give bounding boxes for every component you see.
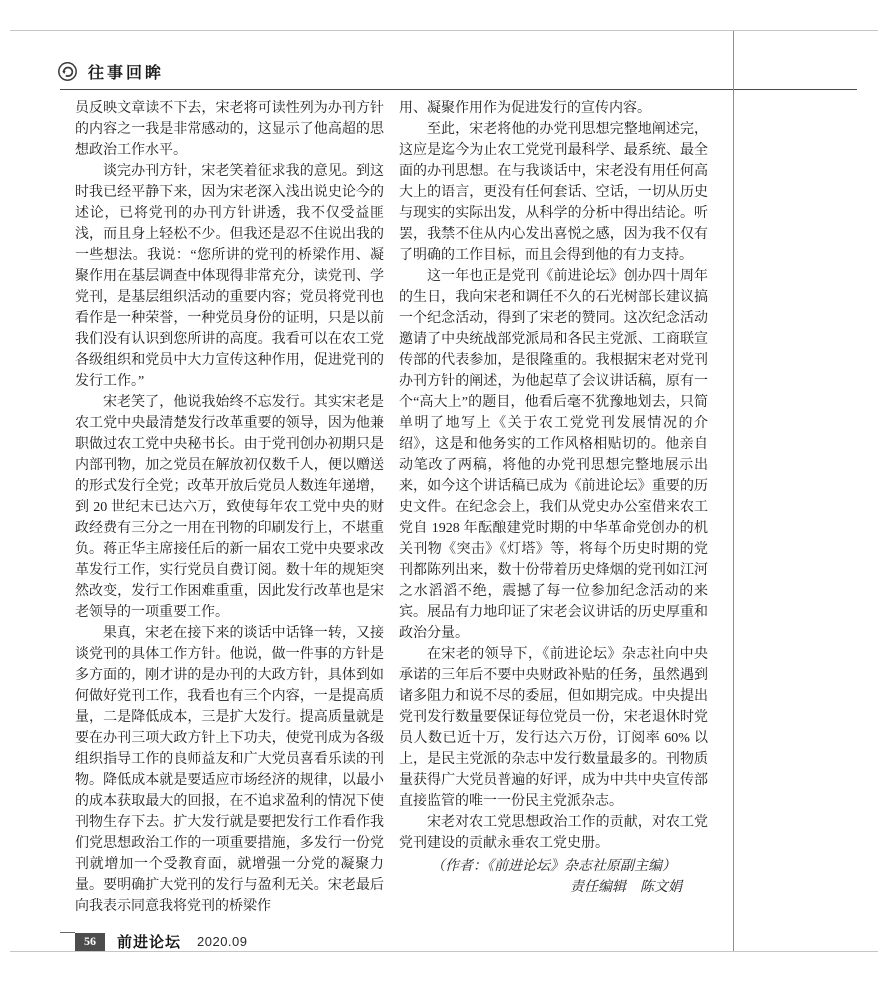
paragraph: 在宋老的领导下，《前进论坛》杂志社向中央承诺的三年后不要中央财政补贴的任务，虽然遇到诸多阻力和说不尽的委屈，但如期完成。中央提出党刊发行数量要保证每位党员一份，宋老退休时党员人数已近十万，发行达六万份，订阅率 60% 以上，是民主党派的杂志中发行数量最多的。刊物质量获得广大党员普遍的好评，成为中共中央宣传部直接监管的唯一一份民主党派杂志。 <box>399 647 708 809</box>
footer-rule <box>60 932 75 933</box>
byline-editor: 责任编辑 陈文娟 <box>570 880 682 895</box>
paragraph: 用、凝聚作用作为促进发行的宣传内容。 <box>399 101 651 116</box>
paragraph: 宋老笑了，他说我始终不忘发行。其实宋老是农工党中央最清楚发行改革重要的领导，因为他兼职做过农工党中央秘书长。由于党刊创办初期只是内部刊物，加之党员在解放初仅数千人，便以赠送的形式发行全党；改革开放后党员人数连年递增，到 20 世纪末已达六万，致使每年农工党中央的财政经费有三分之一用在刊物的印刷发行上，不堪重负。蒋正华主席接任后的新一届农工党中央要求改革发行工作，实行党员自费订阅。数十年的规矩突然改变，发行工作困难重重，因此发行改革也是宋老领导的一项重要工作。 <box>75 395 384 620</box>
issue-date: 2020.09 <box>197 934 248 949</box>
header-rule <box>60 89 857 90</box>
paragraph: 这一年也正是党刊《前进论坛》创办四十周年的生日，我向宋老和调任不久的石光树部长建议搞一个纪念活动，得到了宋老的赞同。这次纪念活动邀请了中央统战部党派局和各民主党派、工商联宣传部的代表参加，是很隆重的。我根据宋老对党刊办刊方针的阐述，为他起草了会议讲话稿，原有一个“高大上”的题目，他看后毫不犹豫地划去，只简单明了地写上《关于农工党党刊发展情况的介绍》，这是和他务实的工作风格相贴切的。他亲自动笔改了两稿，将他的办党刊思想完整地展示出来，如今这个讲话稿已成为《前进论坛》重要的历史文件。在纪念会上，我们从党史办公室借来农工党自 1928 年酝酿建党时期的中华革命党创办的机关刊物《突击》《灯塔》等，将每个历史时期的党刊都陈列出来，数十份带着历史烽烟的党刊如江河之水滔滔不绝，震撼了每一位参加纪念活动的来宾。展品有力地印证了宋老会议讲话的历史厚重和政治分量。 <box>399 269 708 641</box>
circled-arrow-icon <box>57 61 78 82</box>
column-left <box>75 98 384 917</box>
paragraph: 宋老对农工党思想政治工作的贡献，对农工党党刊建设的贡献永垂农工党史册。 <box>399 815 708 851</box>
page-top-rule <box>10 30 878 31</box>
page-edge-rule <box>733 31 734 951</box>
paragraph: 员反映文章读不下去，宋老将可读性列为办刊方针的内容之一我是非常感动的，这显示了他高超的思想政治工作水平。 <box>75 101 384 158</box>
column-right <box>399 98 708 917</box>
paragraph: 至此，宋老将他的办党刊思想完整地阐述完，这应是迄今为止农工党党刊最科学、最系统、最全面的办刊思想。在与我谈话中，宋老没有用任何高大上的语言，更没有任何套话、空话，一切从历史与现实的实际出发，从科学的分析中得出结论。听罢，我禁不住从内心发出喜悦之感，因为我不仅有了明确的工作目标，而且会得到他的有力支持。 <box>399 122 708 263</box>
journal-title: 前进论坛 <box>117 934 182 951</box>
byline-author: （作者：《前进论坛》杂志社原副主编） <box>431 859 676 874</box>
paragraph: 谈完办刊方针，宋老笑着征求我的意见。到这时我已经平静下来，因为宋老深入浅出说史论今的述论，已将党刊的办刊方针讲透，我不仅受益匪浅，而且身上轻松不少。但我还是忍不住说出我的一些想法。我说：“您所讲的党刊的桥梁作用、凝聚作用在基层调查中体现得非常充分，读党刊、学党刊，是基层组织活动的重要内容；党员将党刊也看作是一种荣誉，一种党员身份的证明，只是以前我们没有认识到您所讲的高度。我看可以在农工党各级组织和党员中大力宣传这种作用，促进党刊的发行工作。” <box>75 164 384 389</box>
page-number-badge: 56 <box>75 933 105 951</box>
article-body <box>75 98 708 917</box>
section-title: 往事回眸 <box>88 65 165 82</box>
paragraph: 果真，宋老在接下来的谈话中话锋一转，又接谈党刊的具体工作方针。他说，做一件事的方针是多方面的，刚才讲的是办刊的大政方针，具体到如何做好党刊工作，我看也有三个内容，一是提高质量，二是降低成本，三是扩大发行。提高质量就是要在办刊三项大政方针上下功夫，使党刊成为各级组织指导工作的良师益友和广大党员喜看乐读的刊物。降低成本就是要适应市场经济的规律，以最小的成本获取最大的回报，在不追求盈利的情况下使刊物生存下去。扩大发行就是要把发行工作看作我们党思想政治工作的一项重要措施，多发行一份党刊就增加一个受教育面，就增强一分党的凝聚力量。要明确扩大党刊的发行与盈利无关。宋老最后向我表示同意我将党刊的桥梁作 <box>75 626 384 914</box>
section-header <box>57 60 164 83</box>
page-footer <box>60 931 248 952</box>
page-bottom-rule <box>10 951 878 952</box>
